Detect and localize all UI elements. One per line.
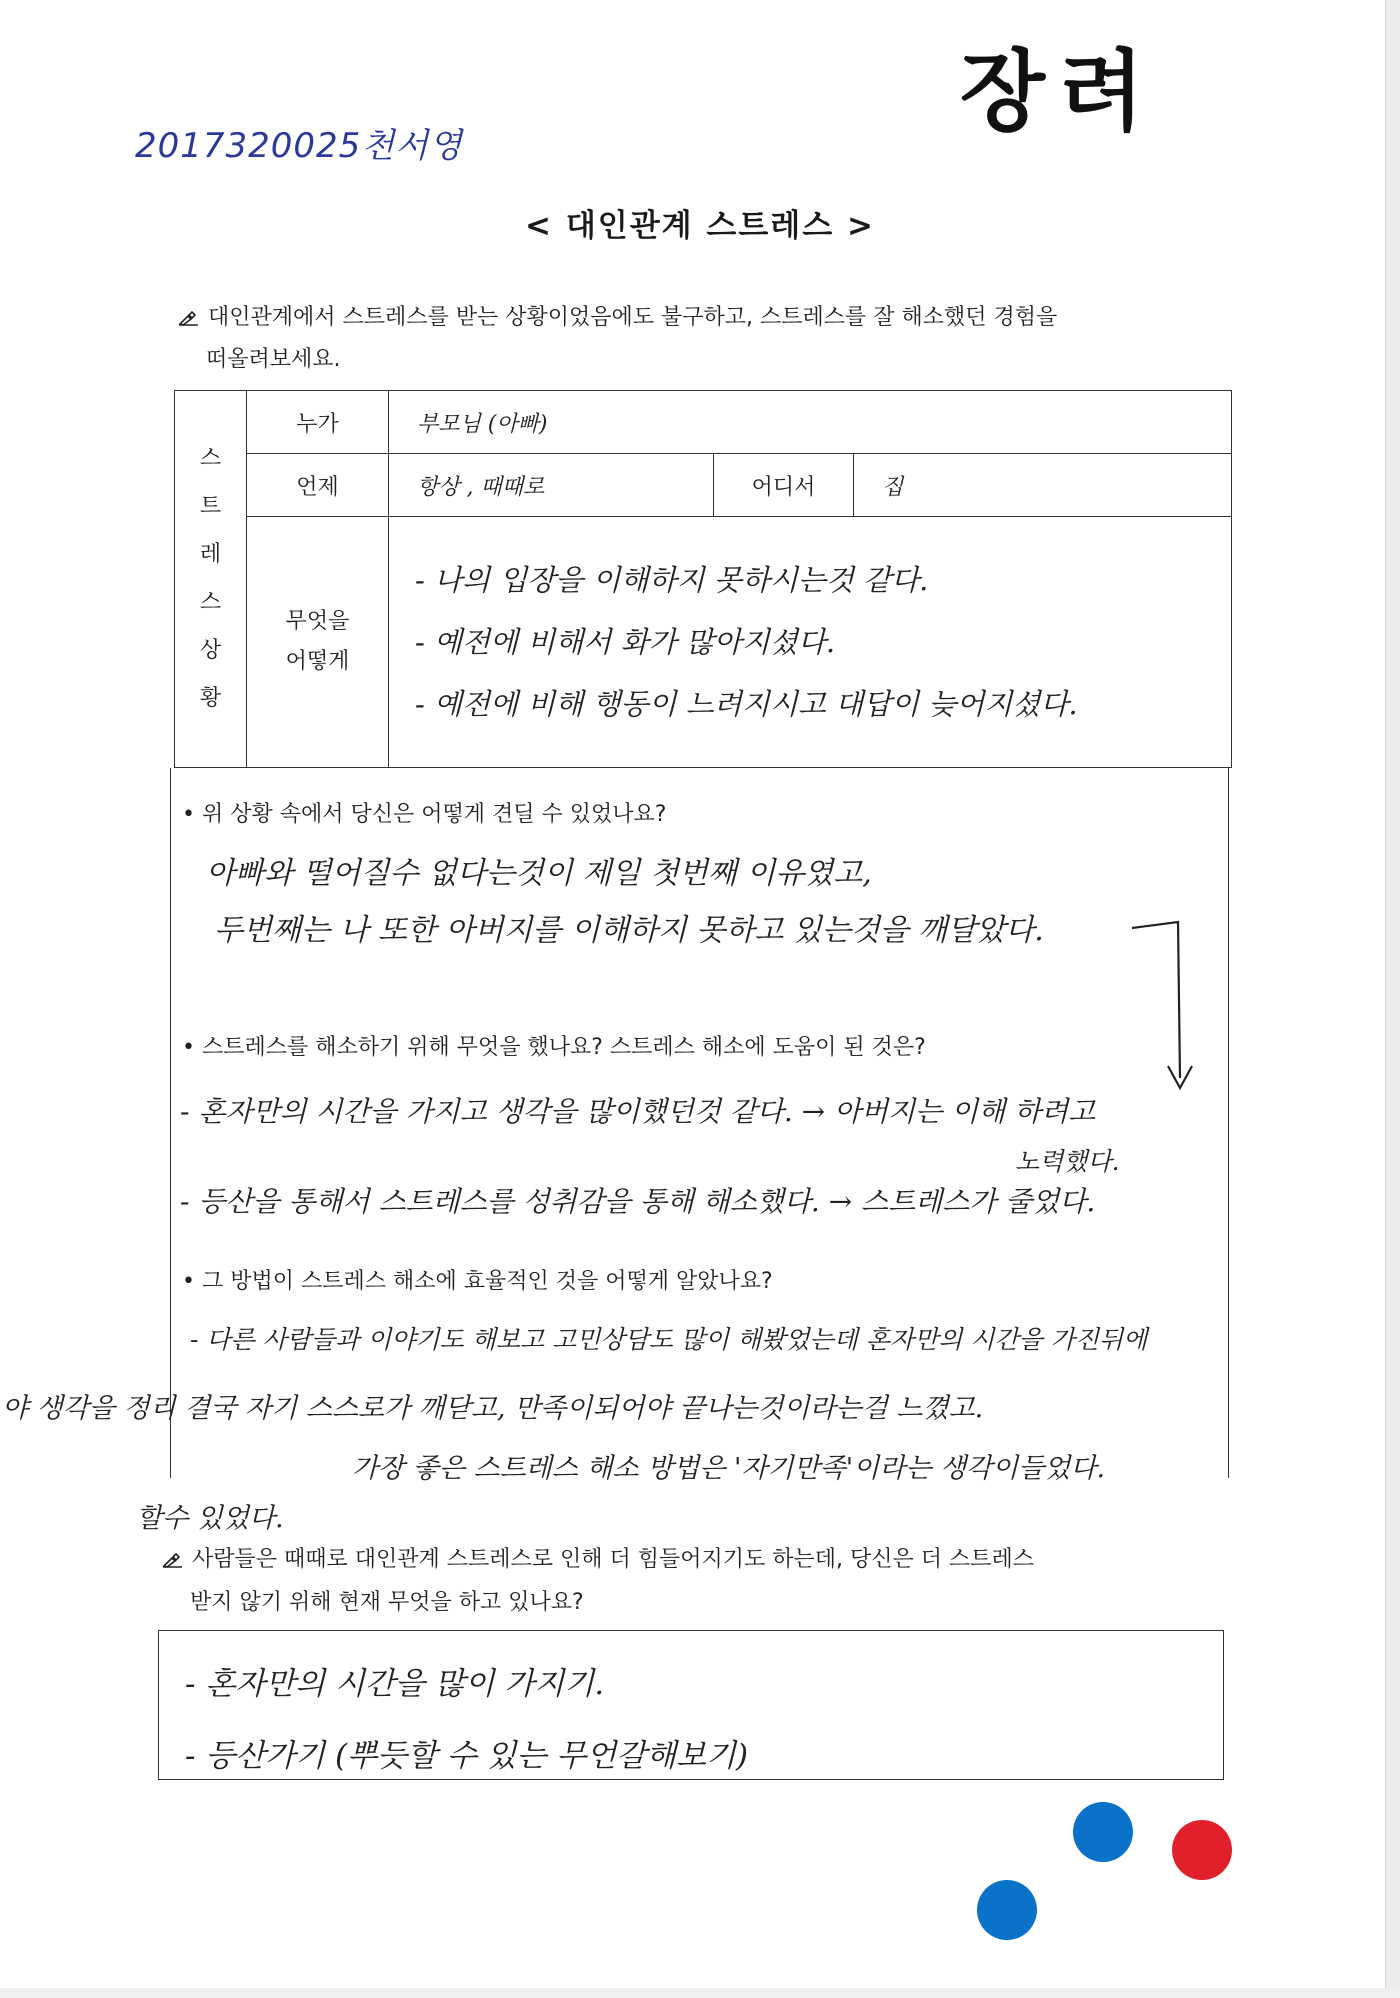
when-value: 항상 , 때때로 (389, 454, 714, 517)
q2-answer-line: 노력했다. (1015, 1147, 1120, 1176)
what-line: - 나의 입장을 이해하지 못하시는것 같다. (415, 563, 929, 597)
side-char: 황 (199, 686, 222, 711)
who-label: 누가 (247, 391, 389, 454)
prompt-2-text-1: 사람들은 때때로 대인관계 스트레스로 인해 더 힘들어지기도 하는데, 당신은 더 스트레스 (192, 1547, 1034, 1572)
what-how-value (389, 517, 1232, 768)
prompt-1-text-1: 대인관계에서 스트레스를 받는 상황이었음에도 불구하고, 스트레스를 잘 해소했던 경험을 (208, 305, 1058, 330)
q3-answer-line: 야 생각을 정리 결국 자기 스스로가 깨닫고, 만족이되어야 끝나는것이라는걸 느꼈고. (2, 1393, 984, 1424)
writing-hand-icon (162, 1549, 184, 1565)
side-char: 스 (199, 590, 222, 615)
where-label: 어디서 (714, 454, 854, 517)
prompt-2-line-1 (162, 1542, 1034, 1573)
side-char: 스 (199, 446, 222, 471)
question-2: • 스트레스를 해소하기 위해 무엇을 했나요? 스트레스 해소에 도움이 된 것은? (182, 1035, 926, 1060)
who-value: 부모님 (아빠) (389, 391, 1232, 454)
q3-answer-line: 할수 있었다. (136, 1503, 284, 1534)
blue-sticker-dot (1073, 1802, 1133, 1862)
q1-answer-line: 두번째는 나 또한 아버지를 이해하지 못하고 있는것을 깨달았다. (214, 913, 1044, 948)
question-1: • 위 상황 속에서 당신은 어떻게 견딜 수 있었나요? (182, 802, 667, 827)
how-label: 어떻게 (285, 649, 350, 674)
handwritten-arrow-icon (1120, 918, 1200, 1098)
q3-answer-line: 가장 좋은 스트레스 해소 방법은 '자기만족'이라는 생각이들었다. (352, 1453, 1106, 1484)
q2-answer-line: - 등산을 통해서 스트레스를 성취감을 통해 해소했다. → 스트레스가 줄었다. (180, 1185, 1096, 1218)
prompt-2-line-2: 받지 않기 위해 현재 무엇을 하고 있나요? (190, 1590, 584, 1615)
prompt-1-line-2: 떠올려보세요. (206, 347, 341, 372)
what-how-label (247, 517, 389, 768)
stress-situation-table (174, 390, 1232, 768)
page-title: < 대인관계 스트레스 > (525, 208, 875, 244)
writing-hand-icon (178, 307, 200, 323)
q3-answer-line: - 다른 사람들과 이야기도 해보고 고민상담도 많이 해봤었는데 혼자만의 시간을 가진뒤에 (190, 1325, 1148, 1354)
scan-bottom-edge (0, 1988, 1400, 1998)
side-char: 상 (199, 638, 222, 663)
q2-answer-line: - 혼자만의 시간을 가지고 생각을 많이했던것 같다. → 아버지는 이해 하려고 (180, 1095, 1096, 1128)
where-value: 집 (854, 454, 1232, 517)
q1-answer-line: 아빠와 떨어질수 없다는것이 제일 첫번째 이유였고, (206, 856, 872, 891)
current-action-item: - 등산가기 (뿌듯할 수 있는 무언갈해보기) (185, 1738, 749, 1774)
what-line: - 예전에 비해서 화가 많아지셨다. (415, 625, 836, 659)
what-label: 무엇을 (285, 609, 350, 634)
prompt-1-line-1 (178, 300, 1057, 331)
red-sticker-dot (1172, 1820, 1232, 1880)
current-action-item: - 혼자만의 시간을 많이 가지기. (185, 1666, 605, 1702)
side-char: 레 (199, 542, 222, 567)
side-char: 트 (199, 494, 222, 519)
scan-page-edge (1385, 0, 1400, 1998)
what-line: - 예전에 비해 행동이 느려지시고 대답이 늦어지셨다. (415, 687, 1078, 721)
when-label: 언제 (247, 454, 389, 517)
award-stamp-text: 장려 (960, 40, 1159, 143)
student-id-handwritten: 2017320025천서영 (135, 126, 463, 166)
blue-sticker-dot (977, 1880, 1037, 1940)
question-3: • 그 방법이 스트레스 해소에 효율적인 것을 어떻게 알았나요? (182, 1269, 773, 1294)
side-label-stress-situation (175, 391, 247, 768)
